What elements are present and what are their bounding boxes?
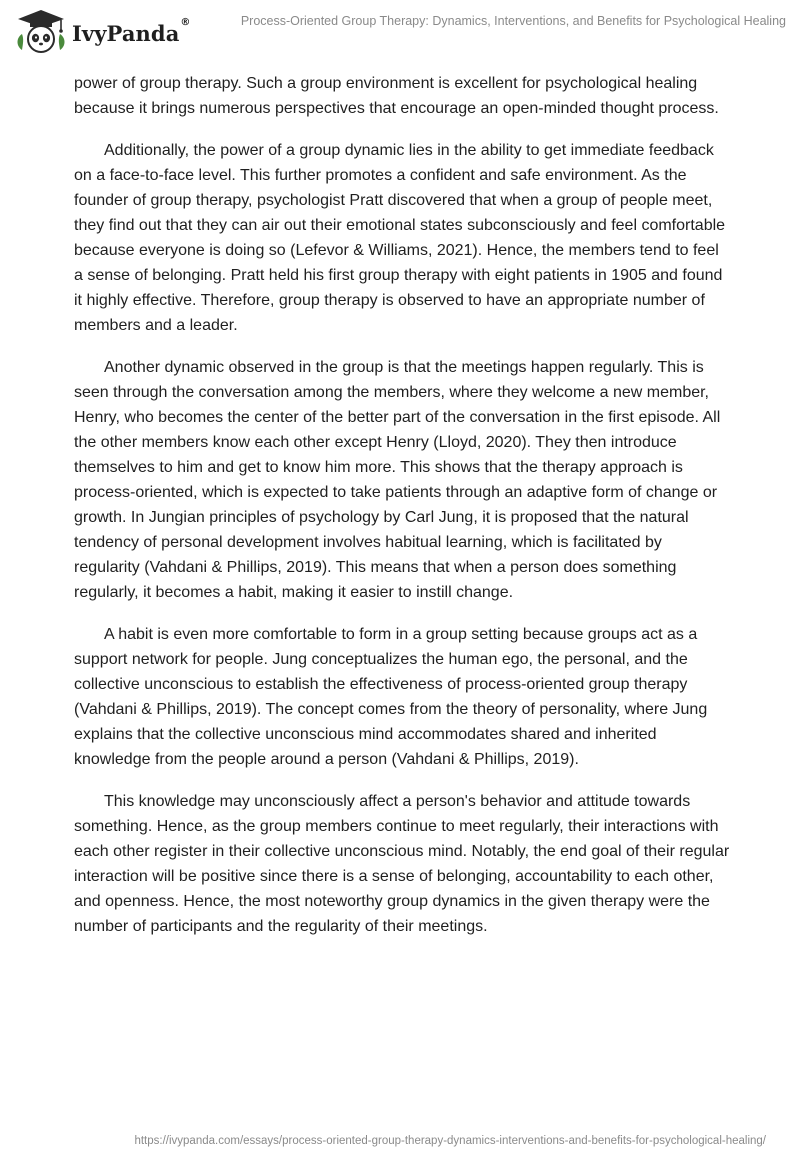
paragraph: Additionally, the power of a group dynamic lies in the ability to get immediate feedback on a face-to-face level. This further promotes a confident and safe environment. As the founder of group therapy, psychologist Pratt discovered that when a group of people meet, they find out that they can air out their emotional states subconsciously and feel comfortable because everyone is doing so (Lefevor & Williams, 2021). Hence, the members tend to feel a sense of belonging. Pratt held his first group therapy with eight patients in 1905 and found it highly effective. Therefore, group therapy is observed to have an appropriate number of members and a leader. (74, 142, 726, 334)
panda-graduate-icon (14, 8, 68, 54)
page-header (0, 0, 800, 60)
paragraph: This knowledge may unconsciously affect a person's behavior and attitude towards something. Hence, as the group members continue to meet regularly, their interactions with each other register in their collective unconscious mind. Notably, the end goal of their regular interaction will be positive since there is a sense of belonging, accountability to each other, and openness. Hence, the most noteworthy group dynamics in the given therapy were the number of participants and the regularity of their meetings. (74, 793, 730, 935)
registered-mark: ® (180, 16, 191, 28)
paragraph: power of group therapy. Such a group environment is excellent for psychological healing because it brings numerous perspectives that encourage an open-minded thought process. (74, 75, 719, 117)
paragraph: Another dynamic observed in the group is that the meetings happen regularly. This is seen through the conversation among the members, where they welcome a new member, Henry, who becomes the center of the better part of the conversation in the first episode. All the other members know each other except Henry (Lloyd, 2020). They then introduce themselves to him and get to know him more. This shows that the therapy approach is process-oriented, which is expected to take patients through an adaptive form of change or growth. In Jungian principles of psychology by Carl Jung, it is proposed that the natural tendency of personal development involves habitual learning, which is facilitated by regularity (Vahdani & Phillips, 2019). This means that when a person does something regularly, it becomes a habit, making it easier to instill change. (74, 359, 721, 601)
source-url-link[interactable]: https://ivypanda.com/essays/process-oriented-group-therapy-dynamics-interventions-and-benefits-for-psychological-healing/ (134, 1135, 766, 1147)
brand-logo[interactable] (14, 8, 191, 54)
brand-name (72, 16, 191, 46)
document-title: Process-Oriented Group Therapy: Dynamics, Interventions, and Benefits for Psychological Healing (240, 14, 786, 28)
essay-body (74, 71, 730, 956)
paragraph: A habit is even more comfortable to form in a group setting because groups act as a support network for people. Jung conceptualizes the human ego, the personal, and the collective unconscious to establish the effectiveness of process-oriented group therapy (Vahdani & Phillips, 2019). The concept comes from the theory of personality, where Jung explains that the collective unconscious mind accommodates shared and inherited knowledge from the people around a person (Vahdani & Phillips, 2019). (74, 626, 708, 768)
brand-text: IvyPanda (72, 20, 180, 46)
